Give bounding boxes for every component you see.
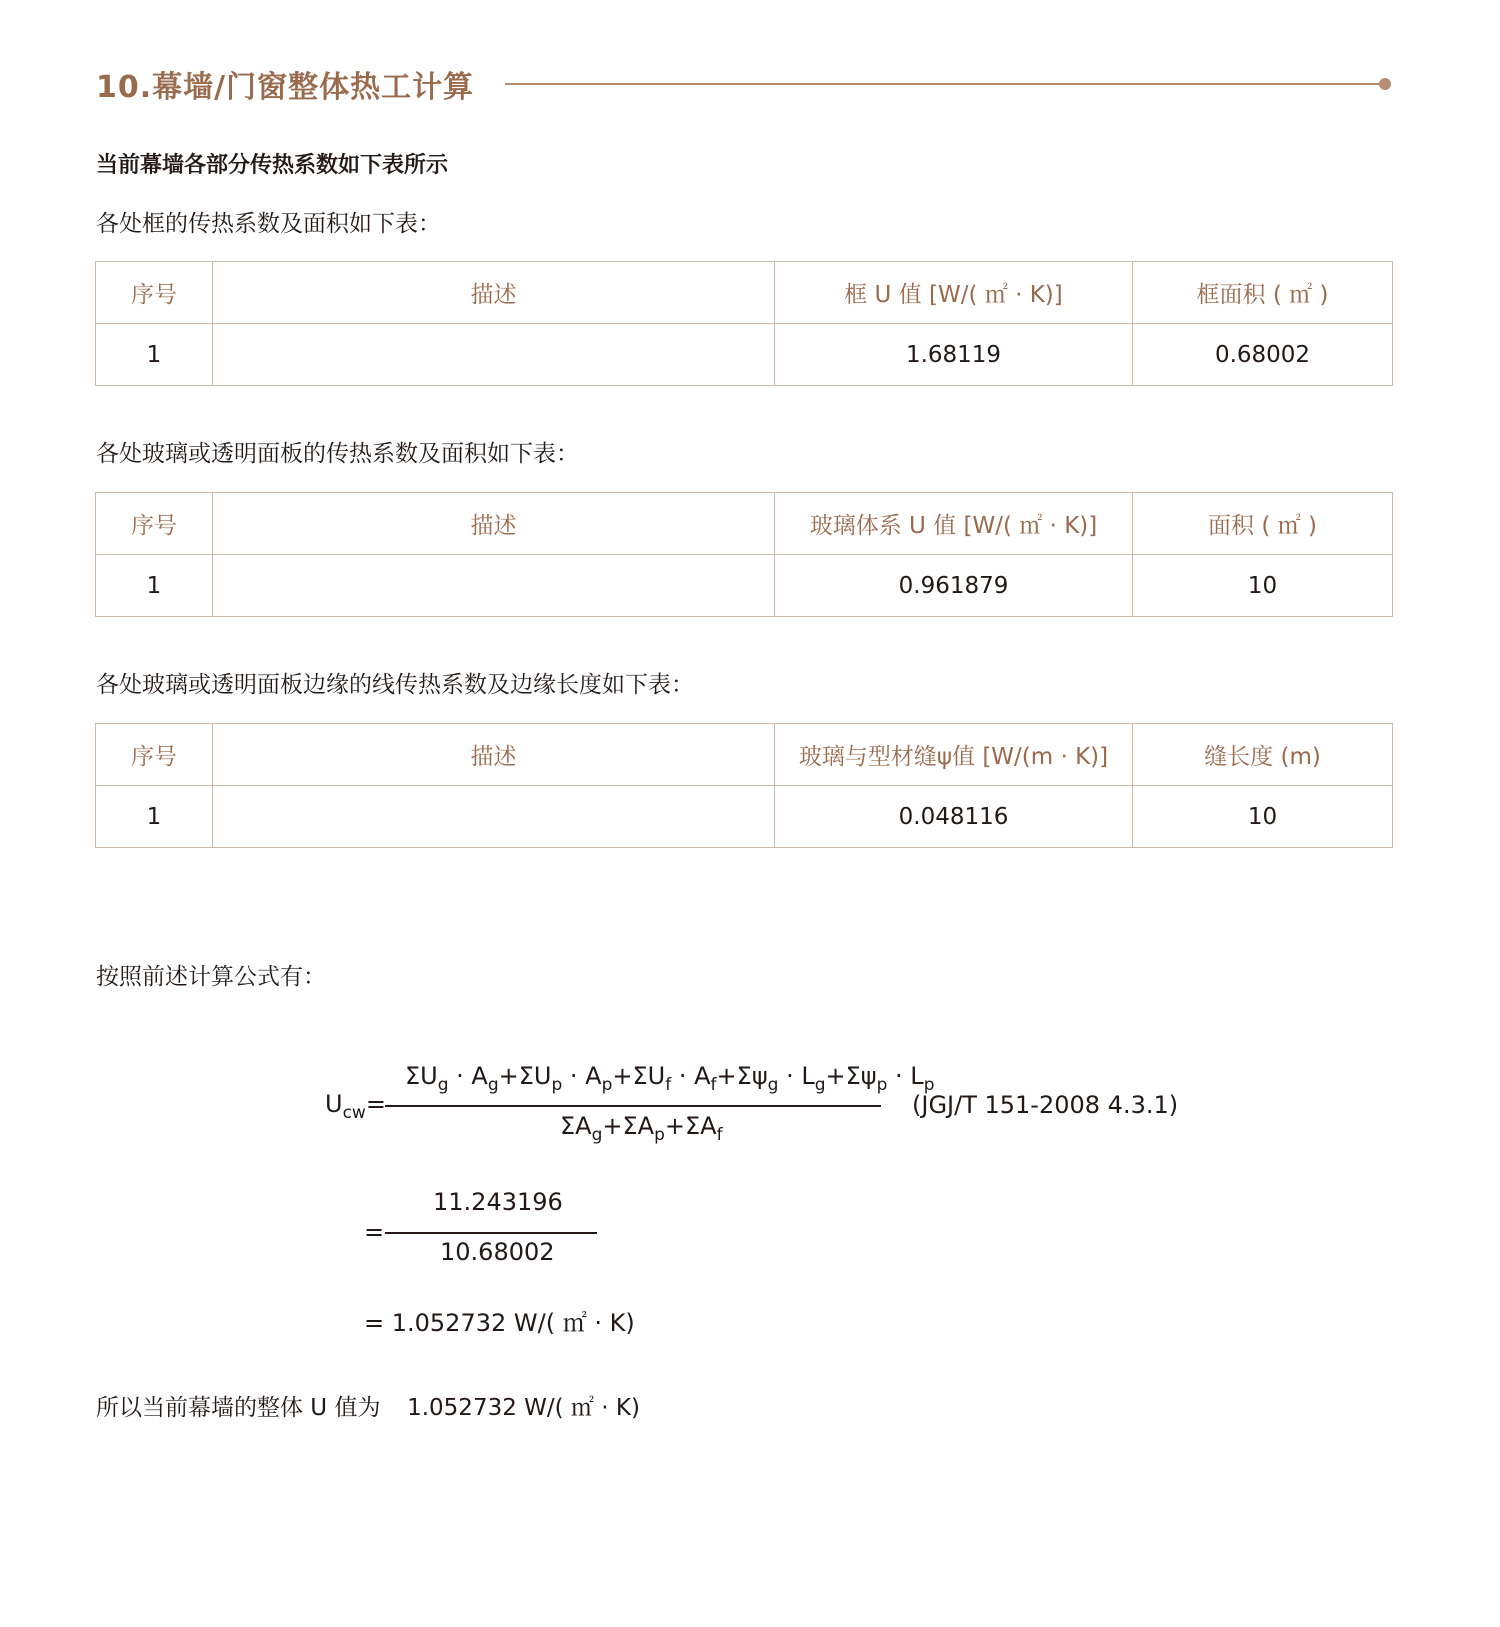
header-frame-u-value: 框 U 值 [W/( ㎡ · K)] [775, 262, 1133, 324]
header-description: 描述 [213, 724, 775, 786]
section-subtitle: 当前幕墙各部分传热系数如下表所示 [96, 153, 449, 178]
title-divider [505, 83, 1385, 85]
header-glass-u-value: 玻璃体系 U 值 [W/( ㎡ · K)] [775, 493, 1133, 555]
header-description: 描述 [213, 262, 775, 324]
calculation-intro: 按照前述计算公式有： [96, 964, 326, 990]
conclusion-value: 1.052732 W/( ㎡ · K) [407, 1395, 640, 1421]
result-line: = 1.052732 W/( ㎡ · K) [364, 1309, 635, 1337]
table-header-row [96, 262, 1393, 324]
header-glass-area: 面积 ( ㎡ ) [1133, 493, 1393, 555]
formula-lhs: $U_{cw}=$ [325, 1090, 386, 1123]
cell-psi-value: 0.048116 [775, 786, 1133, 848]
cell-description [213, 786, 775, 848]
formula-denominator: $\Sigma A_g+\Sigma A_p+\Sigma A_f$ [560, 1112, 723, 1145]
edges-table [95, 723, 1393, 848]
section-title: 10.幕墙/门窗整体热工计算 [96, 70, 475, 105]
header-index: 序号 [96, 724, 213, 786]
table-row [96, 786, 1393, 848]
cell-frame-u-value: 1.68119 [775, 324, 1133, 386]
table-header-row [96, 493, 1393, 555]
formula-fraction-bar [385, 1105, 881, 1107]
cell-description [213, 324, 775, 386]
table-header-row [96, 724, 1393, 786]
header-index: 序号 [96, 262, 213, 324]
conclusion-label: 所以当前幕墙的整体 U 值为 [96, 1395, 381, 1421]
table-row [96, 555, 1393, 617]
frames-table [95, 261, 1393, 386]
cell-glass-area: 10 [1133, 555, 1393, 617]
cell-index: 1 [96, 786, 213, 848]
glass-table [95, 492, 1393, 617]
header-seam-length: 缝长度 (m) [1133, 724, 1393, 786]
formula-reference: (JGJ/T 151-2008 4.3.1) [912, 1091, 1179, 1119]
cell-index: 1 [96, 324, 213, 386]
header-index: 序号 [96, 493, 213, 555]
divider-dot [1379, 78, 1391, 90]
substitution-equals: = [364, 1218, 385, 1246]
cell-glass-u-value: 0.961879 [775, 555, 1133, 617]
table-row [96, 324, 1393, 386]
cell-seam-length: 10 [1133, 786, 1393, 848]
header-psi-value: 玻璃与型材缝ψ值 [W/(m · K)] [775, 724, 1133, 786]
numerator-value: 11.243196 [433, 1188, 563, 1216]
cell-index: 1 [96, 555, 213, 617]
cell-frame-area: 0.68002 [1133, 324, 1393, 386]
formula-numerator: $\Sigma U_g \cdot A_g+\Sigma U_p \cdot A_p+\Sigma U_f \cdot A_f+\Sigma\psi_g \cdot L_g+\Sigma\psi_p \cdot L_p$ [405, 1062, 935, 1095]
conclusion [96, 1389, 640, 1422]
header-description: 描述 [213, 493, 775, 555]
denominator-value: 10.68002 [440, 1238, 555, 1266]
glass-intro: 各处玻璃或透明面板的传热系数及面积如下表： [96, 441, 579, 467]
value-fraction-bar [385, 1232, 597, 1234]
frames-intro: 各处框的传热系数及面积如下表： [96, 211, 441, 237]
header-frame-area: 框面积 ( ㎡ ) [1133, 262, 1393, 324]
edges-intro: 各处玻璃或透明面板边缘的线传热系数及边缘长度如下表： [96, 672, 694, 698]
cell-description [213, 555, 775, 617]
